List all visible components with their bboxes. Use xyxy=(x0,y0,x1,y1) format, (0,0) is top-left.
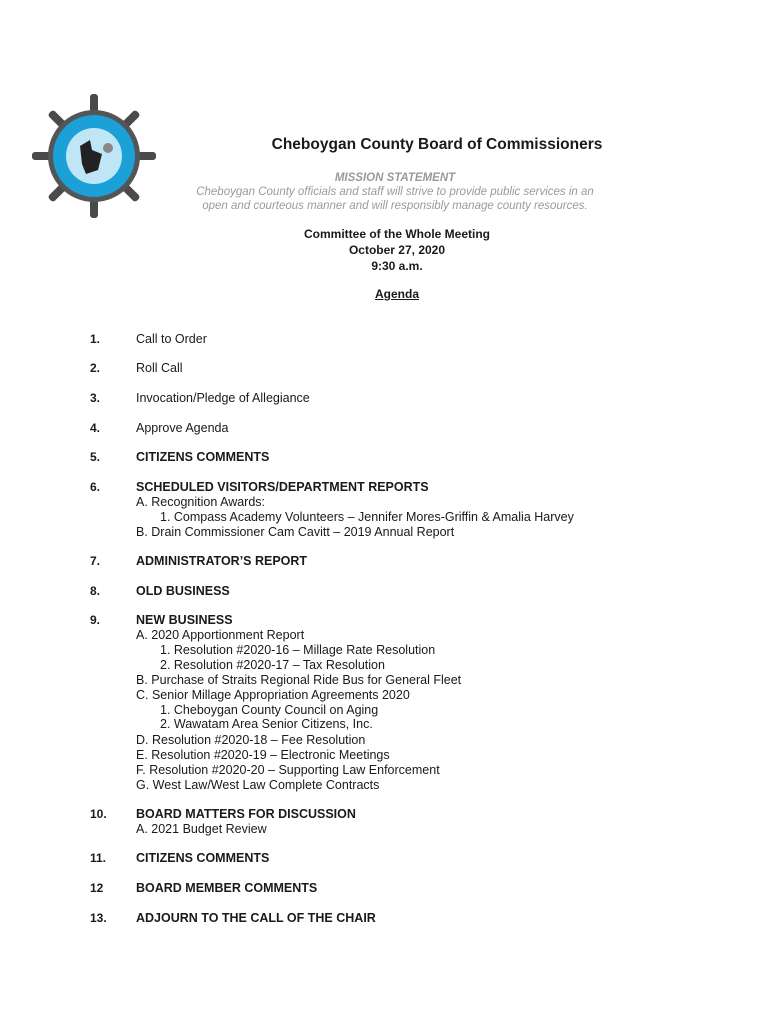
item-text: BOARD MATTERS FOR DISCUSSION xyxy=(136,807,356,821)
sub-item: A. Recognition Awards: xyxy=(136,495,266,509)
county-seal-logo xyxy=(32,94,156,218)
mission-heading: MISSION STATEMENT xyxy=(334,172,456,184)
sub-item: B. Purchase of Straits Regional Ride Bus for General Fleet xyxy=(136,673,462,687)
item-text: Roll Call xyxy=(136,361,183,375)
sub-item: G. West Law/West Law Complete Contracts xyxy=(136,778,380,792)
meeting-name: Committee of the Whole Meeting xyxy=(304,227,490,241)
sub-item: B. Drain Commissioner Cam Cavitt – 2019 Annual Report xyxy=(136,525,455,539)
item-number: 5. xyxy=(90,450,101,464)
sub-item: A. 2020 Apportionment Report xyxy=(136,628,305,642)
item-text: OLD BUSINESS xyxy=(136,584,230,598)
mission-line-2: open and courteous manner and will responsibly manage county resources. xyxy=(202,200,588,212)
sub-item: D. Resolution #2020-18 – Fee Resolution xyxy=(136,733,366,747)
item-text: BOARD MEMBER COMMENTS xyxy=(136,881,318,895)
sub-item: 1. Compass Academy Volunteers – Jennifer Mores-Griffin & Amalia Harvey xyxy=(160,510,574,524)
item-text: ADMINISTRATOR’S REPORT xyxy=(136,554,308,568)
item-text: CITIZENS COMMENTS xyxy=(136,450,270,464)
meeting-time: 9:30 a.m. xyxy=(371,259,423,273)
item-number: 13. xyxy=(90,911,107,925)
item-text: ADJOURN TO THE CALL OF THE CHAIR xyxy=(136,911,376,925)
item-number: 7. xyxy=(90,554,101,568)
item-number: 12 xyxy=(90,881,104,895)
sub-item: 1. Cheboygan County Council on Aging xyxy=(160,703,379,717)
agenda-heading: Agenda xyxy=(374,287,419,301)
item-number: 6. xyxy=(90,480,101,494)
page-title: Cheboygan County Board of Commissioners xyxy=(271,136,603,153)
item-text: NEW BUSINESS xyxy=(136,613,233,627)
item-number: 3. xyxy=(90,391,101,405)
item-text: SCHEDULED VISITORS/DEPARTMENT REPORTS xyxy=(136,480,429,494)
item-number: 9. xyxy=(90,613,101,627)
sub-item: E. Resolution #2020-19 – Electronic Meetings xyxy=(136,748,390,762)
sub-item: 2. Wawatam Area Senior Citizens, Inc. xyxy=(160,717,373,731)
sub-item: 2. Resolution #2020-17 – Tax Resolution xyxy=(160,658,385,672)
item-number: 8. xyxy=(90,584,101,598)
sub-item: 1. Resolution #2020-16 – Millage Rate Resolution xyxy=(160,643,436,657)
item-number: 4. xyxy=(90,421,101,435)
item-text: CITIZENS COMMENTS xyxy=(136,851,270,865)
item-text: Call to Order xyxy=(136,332,207,346)
sub-item: A. 2021 Budget Review xyxy=(136,822,267,836)
item-number: 2. xyxy=(90,361,101,375)
meeting-info xyxy=(200,226,594,274)
meeting-date: October 27, 2020 xyxy=(348,243,446,257)
mission-line-1: Cheboygan County officials and staff will strive to provide public services in an xyxy=(196,186,594,198)
item-number: 1. xyxy=(90,332,101,346)
item-number: 11. xyxy=(90,851,107,865)
item-number: 10. xyxy=(90,807,107,821)
mission-statement xyxy=(180,171,610,213)
item-text: Approve Agenda xyxy=(136,421,229,435)
item-text: Invocation/Pledge of Allegiance xyxy=(136,391,310,405)
sub-item: C. Senior Millage Appropriation Agreements 2020 xyxy=(136,688,410,702)
sub-item: F. Resolution #2020-20 – Supporting Law Enforcement xyxy=(136,763,440,777)
